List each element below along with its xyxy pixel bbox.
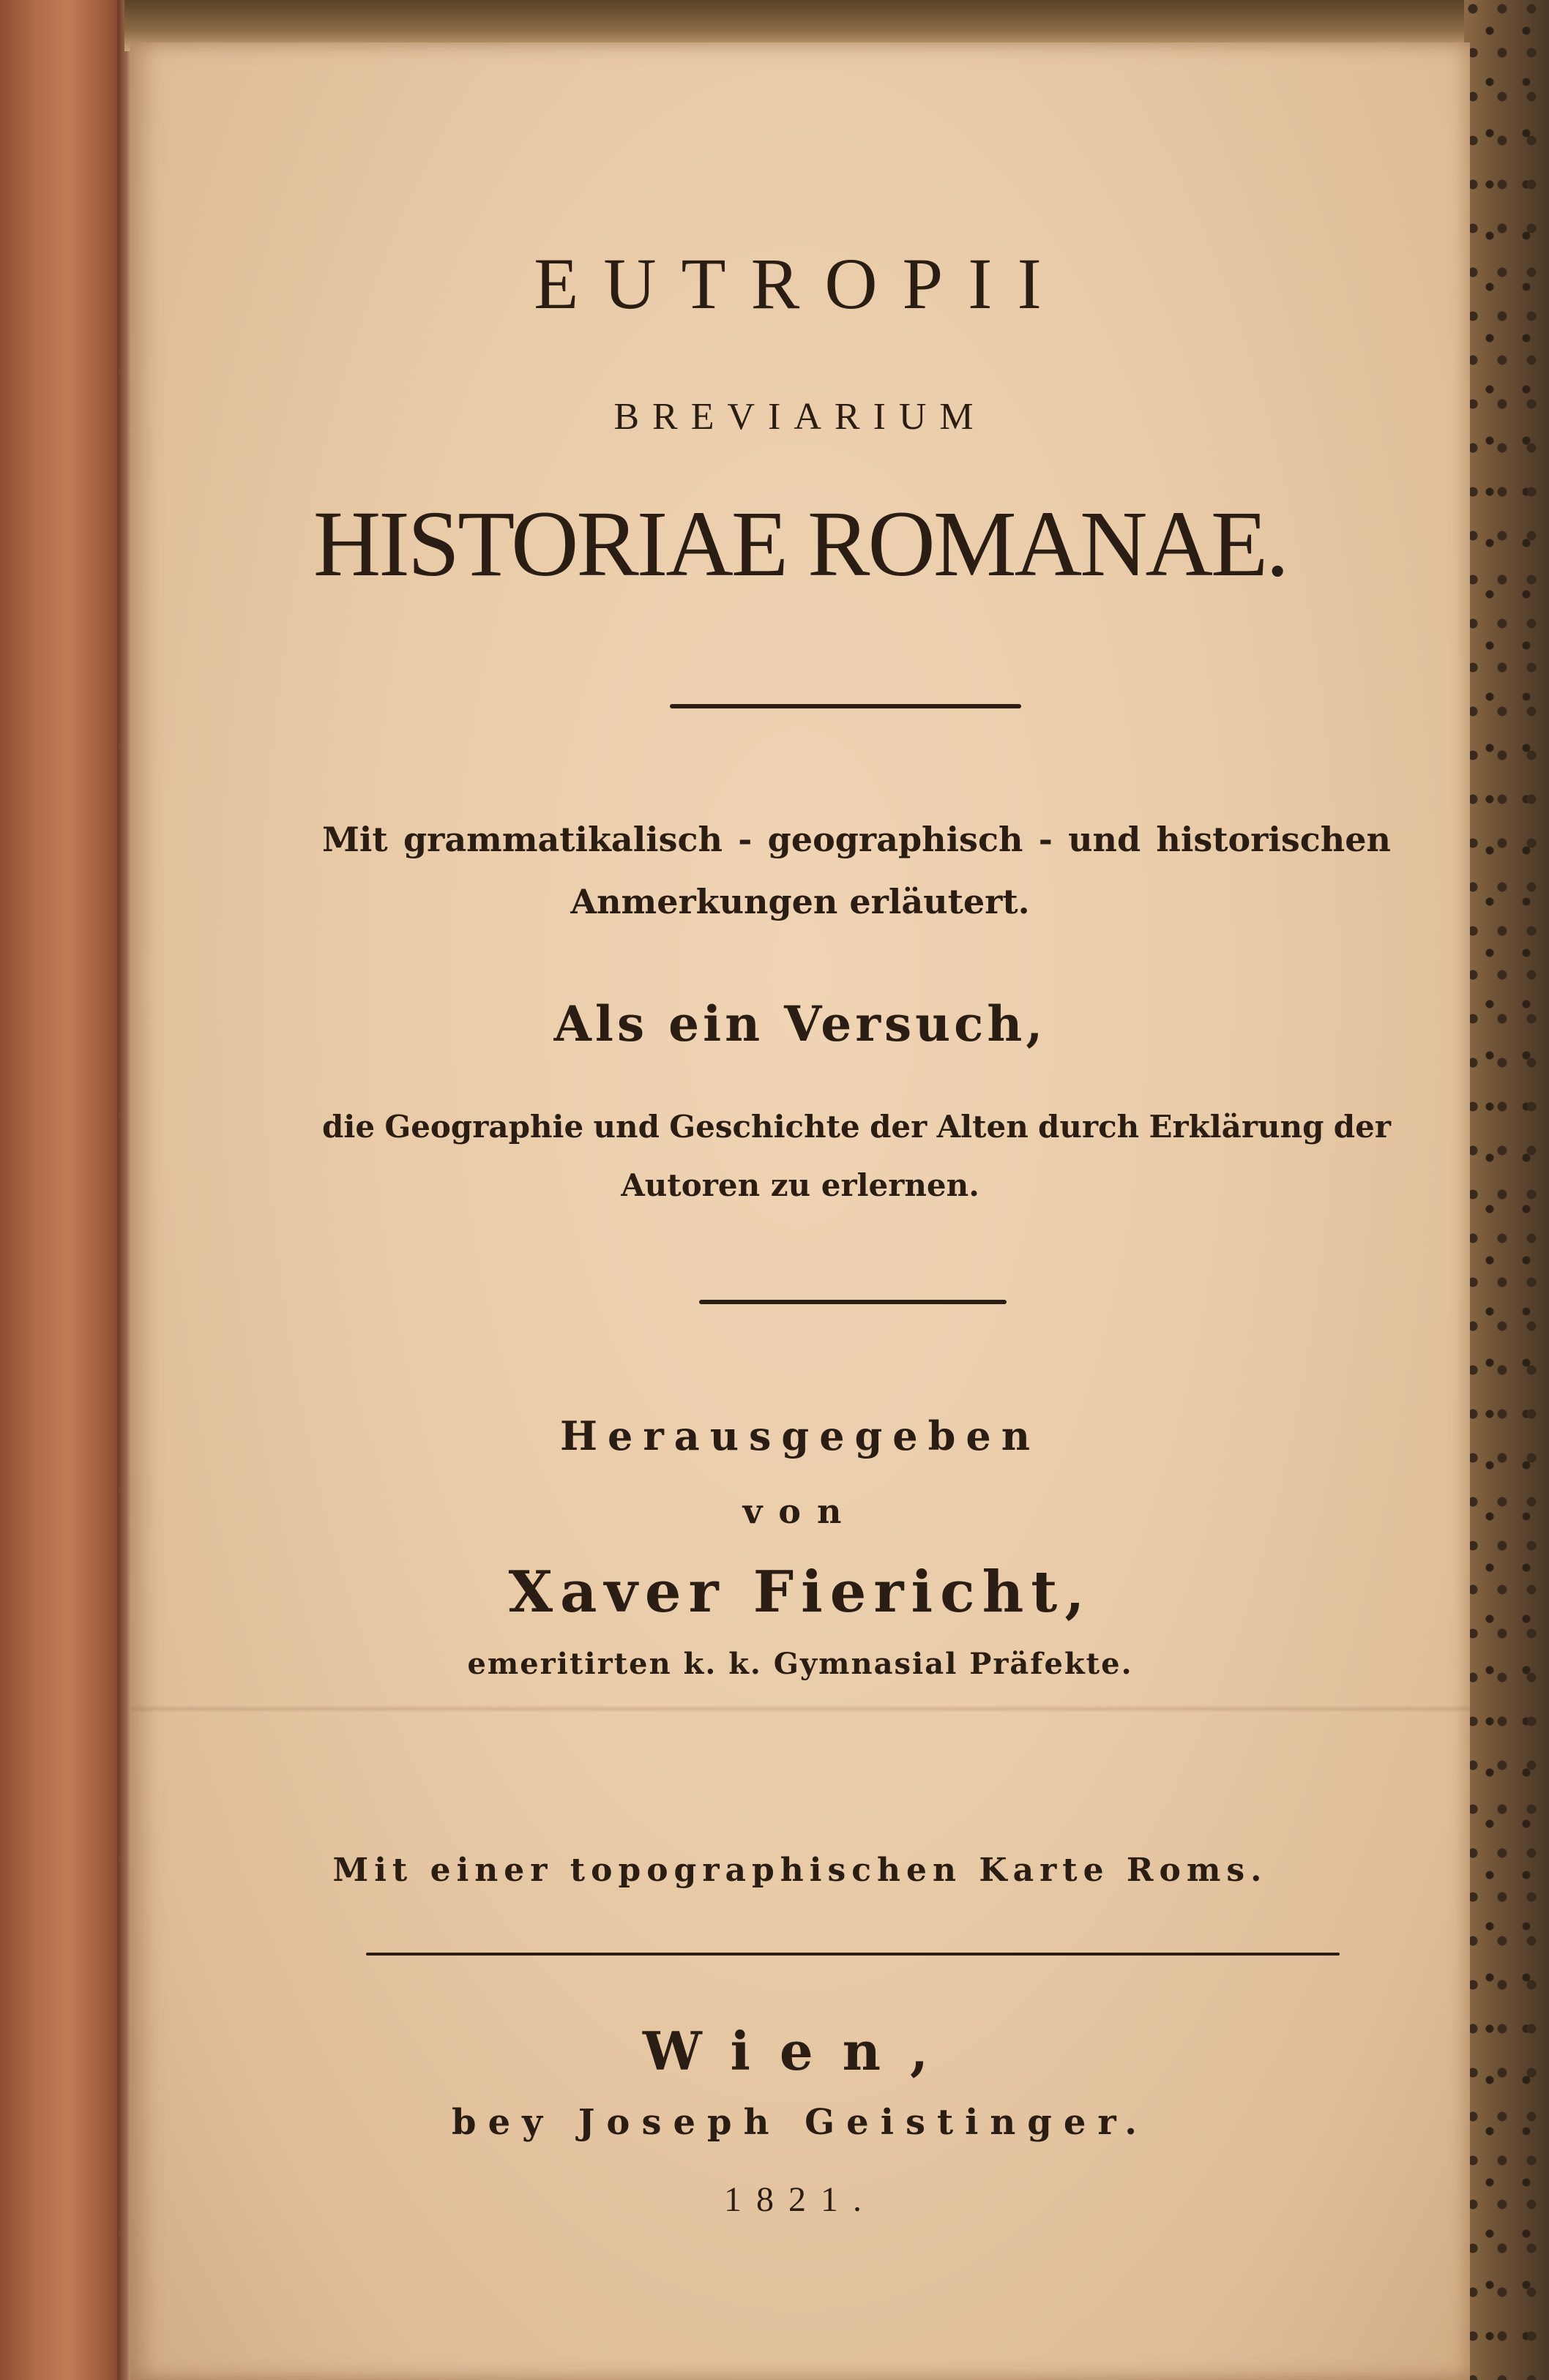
title-breviarium: BREVIARIUM: [613, 396, 987, 438]
divider-rule: [699, 1300, 1007, 1304]
word: und: [1068, 820, 1141, 859]
word: der: [1333, 1109, 1391, 1145]
subtitle-line-1: [322, 820, 1391, 859]
title-main: HISTORIAE ROMANAE.: [313, 492, 1288, 596]
imprint-city: Wien,: [642, 2020, 958, 2082]
word: Erklärung: [1149, 1109, 1324, 1145]
subtitle-line-5: Autoren zu erlernen.: [621, 1167, 979, 1203]
editor-name: Xaver Fiericht,: [508, 1559, 1092, 1625]
word: durch: [1038, 1109, 1140, 1145]
subtitle-line-4: [322, 1109, 1391, 1145]
word: -: [1038, 820, 1053, 859]
book-board-right: [1464, 0, 1549, 2380]
word: die: [322, 1109, 376, 1145]
word: Geographie: [384, 1109, 584, 1145]
imprint-year: 1821.: [724, 2180, 876, 2219]
word: historischen: [1156, 820, 1391, 859]
word: Alten: [936, 1109, 1029, 1145]
word: -: [738, 820, 753, 859]
word: grammatikalisch: [403, 820, 723, 859]
editor-label: Herausgegeben: [559, 1412, 1041, 1459]
page-crease: [130, 1705, 1470, 1713]
divider-rule: [366, 1953, 1340, 1956]
editor-role: emeritirten k. k. Gymnasial Präfekte.: [467, 1647, 1133, 1681]
title-author: EUTROPII: [534, 243, 1067, 324]
word: geographisch: [767, 820, 1023, 859]
editor-von: von: [742, 1492, 858, 1531]
map-note: Mit einer topographischen Karte Roms.: [332, 1852, 1268, 1889]
subtitle-line-2: Anmerkungen erläutert.: [570, 882, 1030, 921]
word: und: [593, 1109, 660, 1145]
divider-rule: [670, 704, 1021, 708]
book-spine-cloth: [0, 0, 124, 2380]
imprint-publisher: bey Joseph Geistinger.: [452, 2102, 1149, 2143]
word: Mit: [322, 820, 388, 859]
word: der: [870, 1109, 927, 1145]
word: Geschichte: [669, 1109, 860, 1145]
subtitle-versuch: Als ein Versuch,: [553, 995, 1047, 1052]
